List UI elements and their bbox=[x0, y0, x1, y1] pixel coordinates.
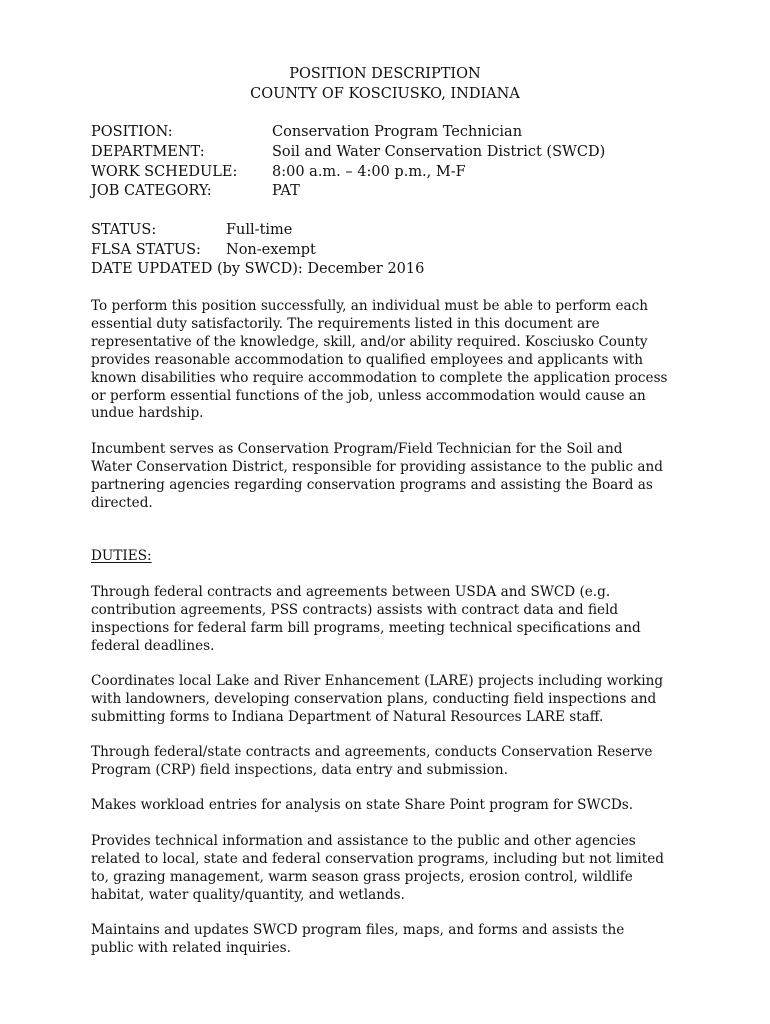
field-value: Non-exempt bbox=[226, 242, 316, 258]
text-line: Makes workload entries for analysis on state Share Point program for SWCDs. bbox=[91, 797, 634, 813]
duty-item bbox=[91, 922, 691, 958]
text-line: essential duty satisfactorily. The requirements listed in this document are bbox=[91, 315, 600, 332]
text-line: federal deadlines. bbox=[91, 637, 215, 654]
field-status bbox=[91, 220, 293, 240]
text-line: habitat, water quality/quantity, and wetlands. bbox=[91, 886, 405, 903]
field-work-schedule bbox=[91, 162, 466, 182]
text-line: with landowners, developing conservation plans, conducting field inspections and bbox=[91, 690, 657, 707]
field-value: Full-time bbox=[226, 222, 293, 238]
field-value: 8:00 a.m. – 4:00 p.m., M-F bbox=[272, 164, 466, 180]
text-line: directed. bbox=[91, 494, 153, 511]
text-line: inspections for federal farm bill programs, meeting technical specifications and bbox=[91, 619, 641, 636]
field-date-updated: DATE UPDATED (by SWCD): December 2016 bbox=[91, 261, 425, 277]
document-subtitle: COUNTY OF KOSCIUSKO, INDIANA bbox=[250, 86, 520, 102]
text-line: Program (CRP) field inspections, data entry and submission. bbox=[91, 761, 508, 778]
duty-item bbox=[91, 744, 691, 780]
field-department bbox=[91, 142, 606, 162]
text-line: undue hardship. bbox=[91, 405, 204, 422]
text-line: public with related inquiries. bbox=[91, 939, 291, 956]
text-line: to, grazing management, warm season grass projects, erosion control, wildlife bbox=[91, 868, 633, 885]
field-label: JOB CATEGORY: bbox=[91, 183, 212, 199]
text-line: provides reasonable accommodation to qualified employees and applicants with bbox=[91, 351, 644, 368]
text-line: Provides technical information and assistance to the public and other agencies bbox=[91, 833, 636, 849]
summary-paragraph bbox=[91, 441, 691, 513]
text-line: submitting forms to Indiana Department of Natural Resources LARE staff. bbox=[91, 708, 604, 725]
duty-item bbox=[91, 833, 691, 905]
duty-item bbox=[91, 797, 691, 815]
duty-item bbox=[91, 673, 691, 727]
text-line: Water Conservation District, responsible for providing assistance to the public and bbox=[91, 458, 663, 475]
field-value: Conservation Program Technician bbox=[272, 124, 523, 140]
intro-paragraph bbox=[91, 298, 691, 423]
text-line: To perform this position successfully, an individual must be able to perform each bbox=[91, 298, 649, 314]
text-line: Incumbent serves as Conservation Program/Field Technician for the Soil and bbox=[91, 441, 623, 457]
text-line: partnering agencies regarding conservation programs and assisting the Board as bbox=[91, 476, 653, 493]
document-title: POSITION DESCRIPTION bbox=[289, 66, 481, 82]
text-line: related to local, state and federal conservation programs, including but not limited bbox=[91, 850, 664, 867]
duties-heading: DUTIES: bbox=[91, 548, 152, 564]
field-value: Soil and Water Conservation District (SWCD) bbox=[272, 144, 606, 160]
text-line: Through federal/state contracts and agreements, conducts Conservation Reserve bbox=[91, 744, 653, 760]
field-label: FLSA STATUS: bbox=[91, 242, 201, 258]
field-label: STATUS: bbox=[91, 222, 157, 238]
text-line: known disabilities who require accommodation to complete the application process bbox=[91, 369, 668, 386]
field-label: POSITION: bbox=[91, 124, 173, 140]
text-line: representative of the knowledge, skill, and/or ability required. Kosciusko County bbox=[91, 333, 648, 350]
field-job-category bbox=[91, 181, 300, 201]
text-line: Through federal contracts and agreements between USDA and SWCD (e.g. bbox=[91, 584, 611, 600]
field-label: DEPARTMENT: bbox=[91, 144, 205, 160]
field-position bbox=[91, 122, 523, 142]
text-line: Maintains and updates SWCD program files, maps, and forms and assists the bbox=[91, 922, 625, 938]
field-value: PAT bbox=[272, 183, 300, 199]
text-line: Coordinates local Lake and River Enhancement (LARE) projects including working bbox=[91, 673, 664, 689]
text-line: or perform essential functions of the job, unless accommodation would cause an bbox=[91, 387, 646, 404]
field-flsa-status bbox=[91, 240, 316, 260]
text-line: contribution agreements, PSS contracts) assists with contract data and field bbox=[91, 601, 619, 618]
duty-item bbox=[91, 584, 691, 656]
field-label: WORK SCHEDULE: bbox=[91, 164, 238, 180]
